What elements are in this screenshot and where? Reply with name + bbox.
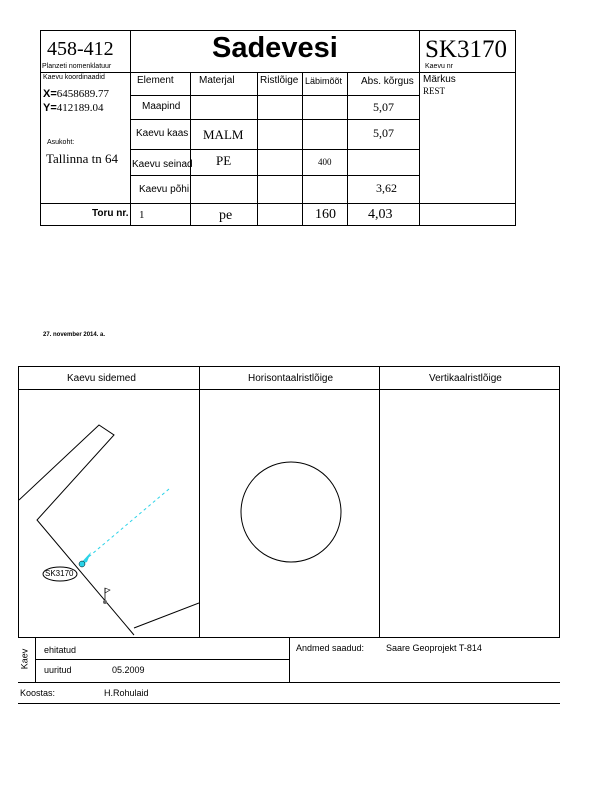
building-outline [19,425,134,635]
page-title: Sadevesi [212,32,338,64]
section-horizontal: Horisontaalristlõige [248,373,334,384]
location-value: Tallinna tn 64 [46,151,119,166]
col-header-element: Element [137,75,174,86]
col-header-diameter: Läbimõõt [305,76,343,86]
row-element: Kaevu kaas [136,128,189,139]
row-element: Maapind [142,101,181,112]
section-vertical: Vertikaalristlõige [429,373,502,384]
row-diameter: 400 [318,157,332,167]
pipe-label: Toru nr. [92,208,129,219]
nomenclature-label: Planzeti nomenklatuur [42,63,112,70]
col-header-cross: Ristlõige [260,75,299,86]
col-header-height: Abs. kõrgus [361,76,414,87]
row-height: 5,07 [373,126,394,140]
row-element: Kaevu seinad [132,159,193,170]
well-number-label: Kaevu nr [425,63,454,70]
pipe-height: 4,03 [368,207,393,222]
coord-y-label: Y= [43,102,57,114]
coord-x [43,88,109,100]
coord-y [43,102,104,114]
well-marker [79,561,85,567]
horizontal-section-drawing [238,459,344,565]
coord-y-value: 412189.04 [56,102,104,114]
map-well-label: SK3170 [45,569,74,578]
marker-flag [105,588,110,593]
section-connections: Kaevu sidemed [67,373,136,384]
remarks-value: REST [423,86,446,96]
coord-x-label: X= [43,88,57,100]
building-outline [134,603,199,628]
row-material: PE [216,153,232,168]
col-header-material: Materjal [199,75,235,86]
site-plan-drawing [19,390,199,637]
pipe-diameter: 160 [315,207,336,222]
row-element: Kaevu põhi [139,184,190,195]
surveyed-label: uuritud [44,665,72,675]
coord-x-value: 6458689.77 [56,88,110,100]
location-label: Asukoht: [47,139,75,146]
pipe-line [79,489,169,565]
data-source-value: Saare Geoprojekt T-814 [386,643,482,653]
well-number: SK3170 [425,36,507,63]
row-height: 3,62 [376,181,397,195]
well-cross-section-circle [241,462,341,562]
remarks-label: Märkus [423,74,456,85]
date: 27. november 2014. a. [43,332,106,338]
surveyed-date: 05.2009 [112,665,145,675]
data-source-label: Andmed saadud: [296,643,365,653]
coords-label: Kaevu koordinaadid [43,74,105,81]
author-label: Koostas: [20,688,56,698]
built-label: ehitatud [44,645,77,655]
nomenclature: 458-412 [47,38,114,60]
row-material: MALM [203,127,244,142]
row-height: 5,07 [373,100,394,114]
author-value: H.Rohulaid [104,688,149,698]
kaev-label: Kaev [19,648,30,670]
marker-dot [103,600,107,604]
pipe-material: pe [219,208,233,223]
pipe-number: 1 [139,209,145,221]
